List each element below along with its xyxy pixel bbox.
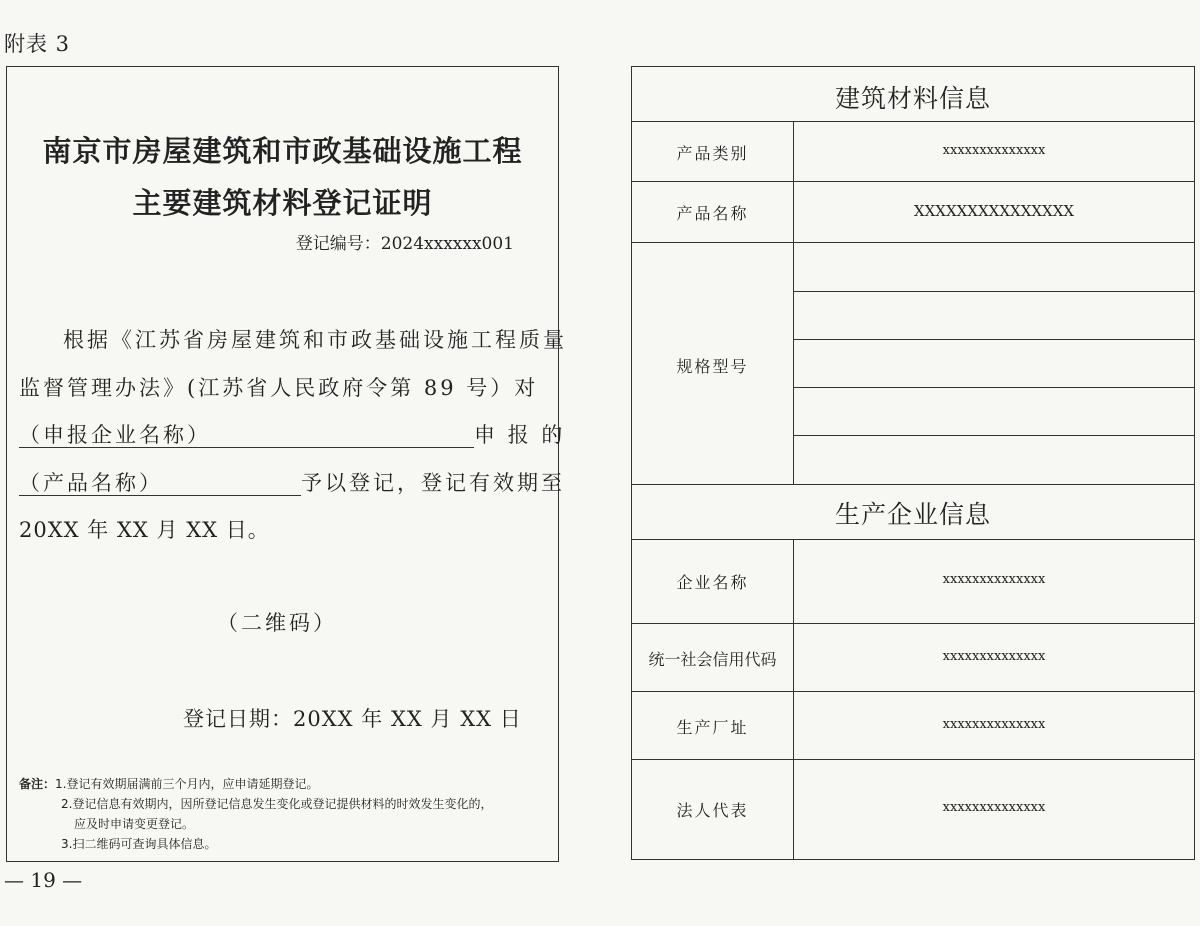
note-item-3: 3.扫二维码可查询具体信息。	[61, 837, 217, 851]
certificate-body-line3	[19, 419, 565, 449]
certificate-title-line1: 南京市房屋建筑和市政基础设施工程	[42, 134, 523, 168]
note-item-1-text: 1.登记有效期届满前三个月内，应申请延期登记。	[55, 777, 319, 791]
divider	[632, 691, 1194, 692]
manufacturer-info-title: 生产企业信息	[834, 500, 991, 529]
legal-rep-value: xxxxxxxxxxxxxx	[942, 800, 1046, 815]
divider	[632, 242, 1194, 243]
qr-code-placeholder: （二维码）	[217, 611, 337, 635]
factory-address-label: 生产厂址	[676, 718, 749, 737]
product-category-label: 产品类别	[676, 144, 749, 163]
spec-row-divider	[794, 387, 1194, 388]
material-info-title: 建筑材料信息	[834, 84, 991, 113]
divider	[632, 121, 1194, 122]
certificate-body-line4-tail: 予以登记，登记有效期至	[301, 471, 565, 495]
note-item-1	[19, 774, 492, 794]
note-item-2-cont: 应及时申请变更登记。	[74, 817, 195, 831]
company-name-value: xxxxxxxxxxxxxx	[942, 572, 1046, 587]
registration-number: 登记编号：2024xxxxxx001	[295, 234, 514, 254]
divider	[632, 759, 1194, 760]
product-name-value: XXXXXXXXXXXXXXX	[913, 202, 1075, 220]
legal-rep-label: 法人代表	[676, 801, 749, 820]
divider	[632, 623, 1194, 624]
certificate-body-line1: 根据《江苏省房屋建筑和市政基础设施工程质量	[63, 328, 567, 352]
notes	[19, 774, 492, 854]
product-name-blank: （产品名称）	[19, 471, 301, 496]
spec-row-divider	[794, 339, 1194, 340]
company-name-label: 企业名称	[676, 573, 749, 592]
certificate-body-line3-tail: 申 报 的	[474, 423, 566, 447]
note-item-2: 2.登记信息有效期内，因所登记信息发生变化或登记提供材料的时效发生变化的，	[61, 797, 493, 811]
credit-code-value: xxxxxxxxxxxxxx	[942, 649, 1046, 664]
appendix-label: 附表 3	[4, 32, 71, 56]
spec-row-divider	[794, 291, 1194, 292]
factory-address-value: xxxxxxxxxxxxxx	[942, 717, 1046, 732]
divider	[632, 539, 1194, 540]
registration-certificate	[6, 66, 567, 862]
product-name-label: 产品名称	[676, 204, 749, 223]
credit-code-label: 统一社会信用代码	[648, 650, 777, 669]
certificate-body-line2: 监督管理办法》(江苏省人民政府令第 89 号）对	[19, 376, 539, 400]
product-category-value: xxxxxxxxxxxxxx	[942, 143, 1046, 158]
column-divider	[793, 540, 794, 859]
certificate-body-line5: 20XX 年 XX 月 XX 日。	[19, 518, 270, 542]
notes-label: 备注：	[19, 777, 56, 791]
divider	[632, 484, 1194, 485]
info-table	[631, 66, 1195, 860]
spec-model-label: 规格型号	[676, 357, 749, 376]
registration-date: 登记日期：20XX 年 XX 月 XX 日	[183, 707, 522, 731]
company-name-blank: （申报企业名称）	[19, 423, 474, 448]
certificate-body-line4	[19, 467, 565, 497]
page-number: — 19 —	[4, 868, 83, 892]
certificate-title-line2: 主要建筑材料登记证明	[132, 186, 433, 220]
column-divider	[793, 122, 794, 484]
spec-row-divider	[794, 435, 1194, 436]
divider	[632, 181, 1194, 182]
